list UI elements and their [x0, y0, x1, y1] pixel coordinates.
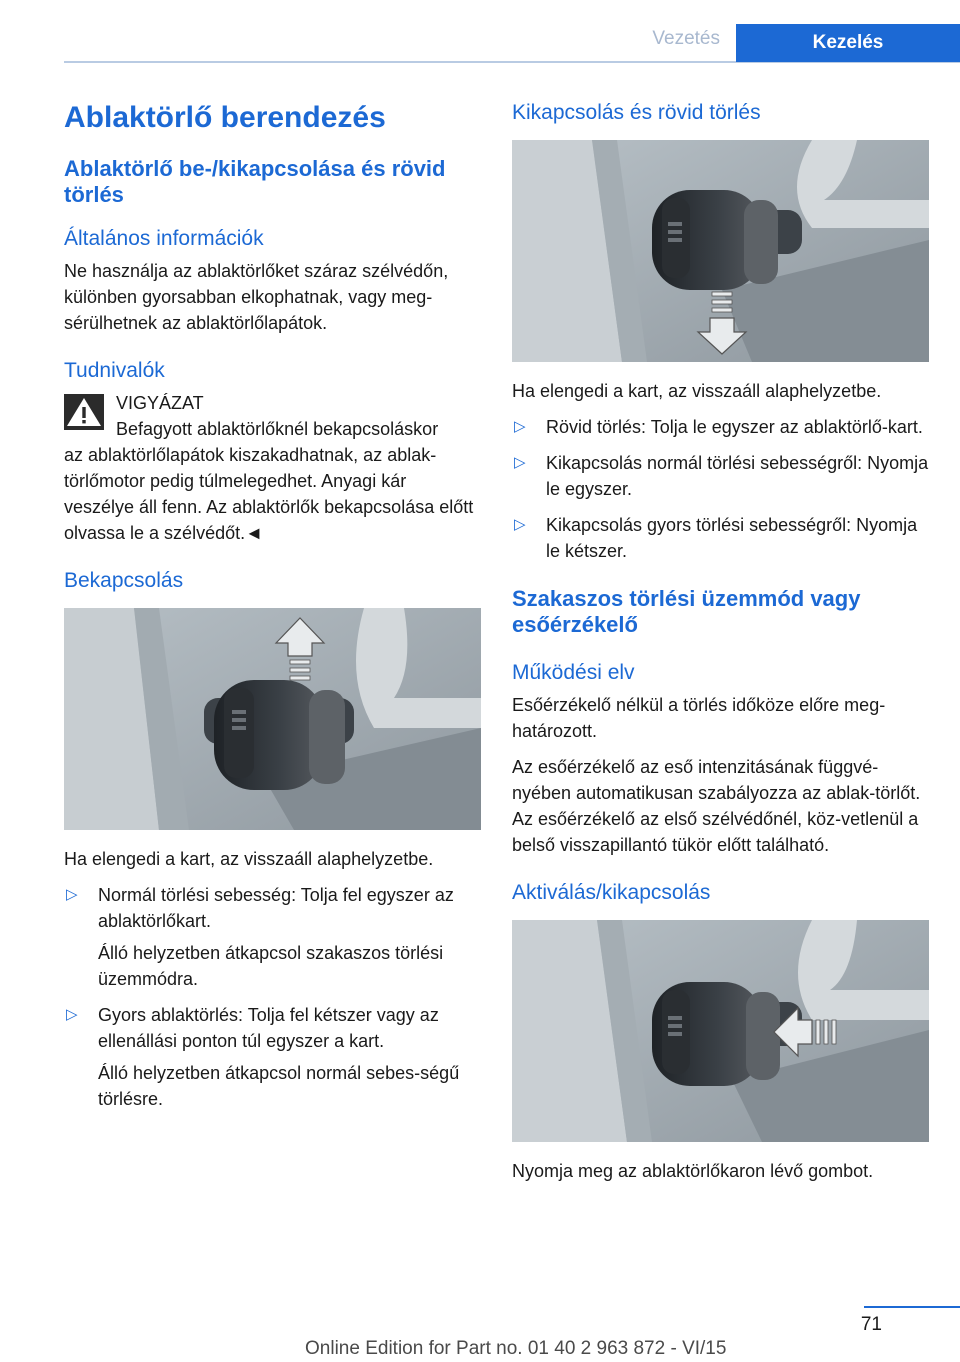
bullet-triangle-icon: ▷ — [66, 1006, 78, 1023]
section-title: Ablaktörlő be-/kikapcsolása és rövid törlés — [64, 156, 446, 207]
right-column — [512, 100, 929, 1194]
bullet-text: Gyors ablaktörlés: Tolja fel kétszer vagy az ellenállási ponton túl egyszer a kart. — [98, 1005, 439, 1051]
list-item — [64, 1002, 481, 1112]
activate-heading: Aktiválás/kikapcsolás — [512, 881, 711, 904]
bullet-triangle-icon: ▷ — [514, 516, 526, 533]
off-heading: Kikapcsolás és rövid törlés — [512, 101, 761, 124]
bullet-text: Kikapcsolás normál törlési sebességről: Nyomja le egyszer. — [546, 453, 929, 499]
list-item — [512, 450, 929, 502]
page-header — [0, 24, 960, 62]
warning-label: VIGYÁZAT — [116, 393, 204, 413]
warning-block — [64, 390, 481, 442]
wiper-lever-up-illustration — [64, 608, 481, 830]
page-title: Ablaktörlő berendezés — [64, 101, 386, 134]
lever-down-drawing — [512, 140, 929, 362]
page-number: 71 — [860, 1314, 882, 1335]
bullet-text: Kikapcsolás gyors törlési sebességről: Nyomja le kétszer. — [546, 515, 918, 561]
notes-heading: Tudnivalók — [64, 359, 165, 382]
bullet-triangle-icon: ▷ — [66, 886, 78, 903]
interval-heading: Szakaszos törlési üzemmód vagy esőérzékelő — [512, 586, 861, 637]
bullet-text: Rövid törlés: Tolja le egyszer az ablaktörlő-kart. — [546, 417, 923, 437]
warning-first-line: Befagyott ablaktörlőknél bekapcsoláskor — [116, 419, 439, 439]
edition-footer: Online Edition for Part no. 01 40 2 963 872 - VI/15 — [305, 1338, 727, 1359]
list-item — [512, 414, 929, 440]
principle-text-2: Az esőérzékelő az eső intenzitásának függvé-nyében automatikusan szabályozza az ablak-törlőt. Az esőérzékelő az első szélvédőnél, köz-vetlenül a belső visszapillantó tükör előtt található. — [512, 757, 921, 855]
button-press-drawing — [512, 920, 929, 1142]
general-text: Ne használja az ablaktörlőket száraz szélvédőn, különben gyorsabban elkophatnak, vagy meg-sérülhetnek az ablaktörlőlapátok. — [64, 261, 449, 333]
principle-heading: Működési elv — [512, 661, 635, 684]
tab-kezeles[interactable]: Kezelés — [736, 24, 960, 62]
left-column — [64, 100, 481, 1122]
bullet-text: Normál törlési sebesség: Tolja fel egyszer az ablaktörlőkart. — [98, 885, 454, 931]
on-bullet-list — [64, 882, 481, 1112]
general-heading: Általános információk — [64, 227, 264, 250]
off-bullet-list — [512, 414, 929, 564]
tab-vezetes[interactable]: Vezetés — [652, 28, 720, 49]
press-text: Nyomja meg az ablaktörlőkaron lévő gombot. — [512, 1161, 874, 1181]
list-item — [64, 882, 481, 992]
principle-text-1: Esőérzékelő nélkül a törlés időköze előre meg-határozott. — [512, 695, 886, 741]
bullet-subtext: Álló helyzetben átkapcsol szakaszos törlési üzemmódra. — [98, 943, 444, 989]
bullet-subtext: Álló helyzetben átkapcsol normál sebes-ségű törlésre. — [98, 1063, 460, 1109]
bullet-triangle-icon: ▷ — [514, 454, 526, 471]
warning-text: az ablaktörlőlapátok kiszakadhatnak, az ablak-törlőmotor pedig túlmelegedhet. Anyagi kár veszélye áll fenn. Az ablaktörlők bekapcsolása előtt olvassa le a szélvédőt.◄ — [64, 445, 474, 543]
release-text-left: Ha elengedi a kart, az visszaáll alaphelyzetbe. — [64, 849, 434, 869]
wiper-button-press-illustration — [512, 920, 929, 1142]
page-number-rule — [864, 1306, 960, 1308]
wiper-lever-down-illustration — [512, 140, 929, 362]
bullet-triangle-icon: ▷ — [514, 418, 526, 435]
on-heading: Bekapcsolás — [64, 569, 184, 592]
list-item — [512, 512, 929, 564]
warning-icon — [64, 394, 104, 430]
lever-up-drawing — [64, 608, 481, 830]
release-text-right: Ha elengedi a kart, az visszaáll alaphelyzetbe. — [512, 381, 882, 401]
